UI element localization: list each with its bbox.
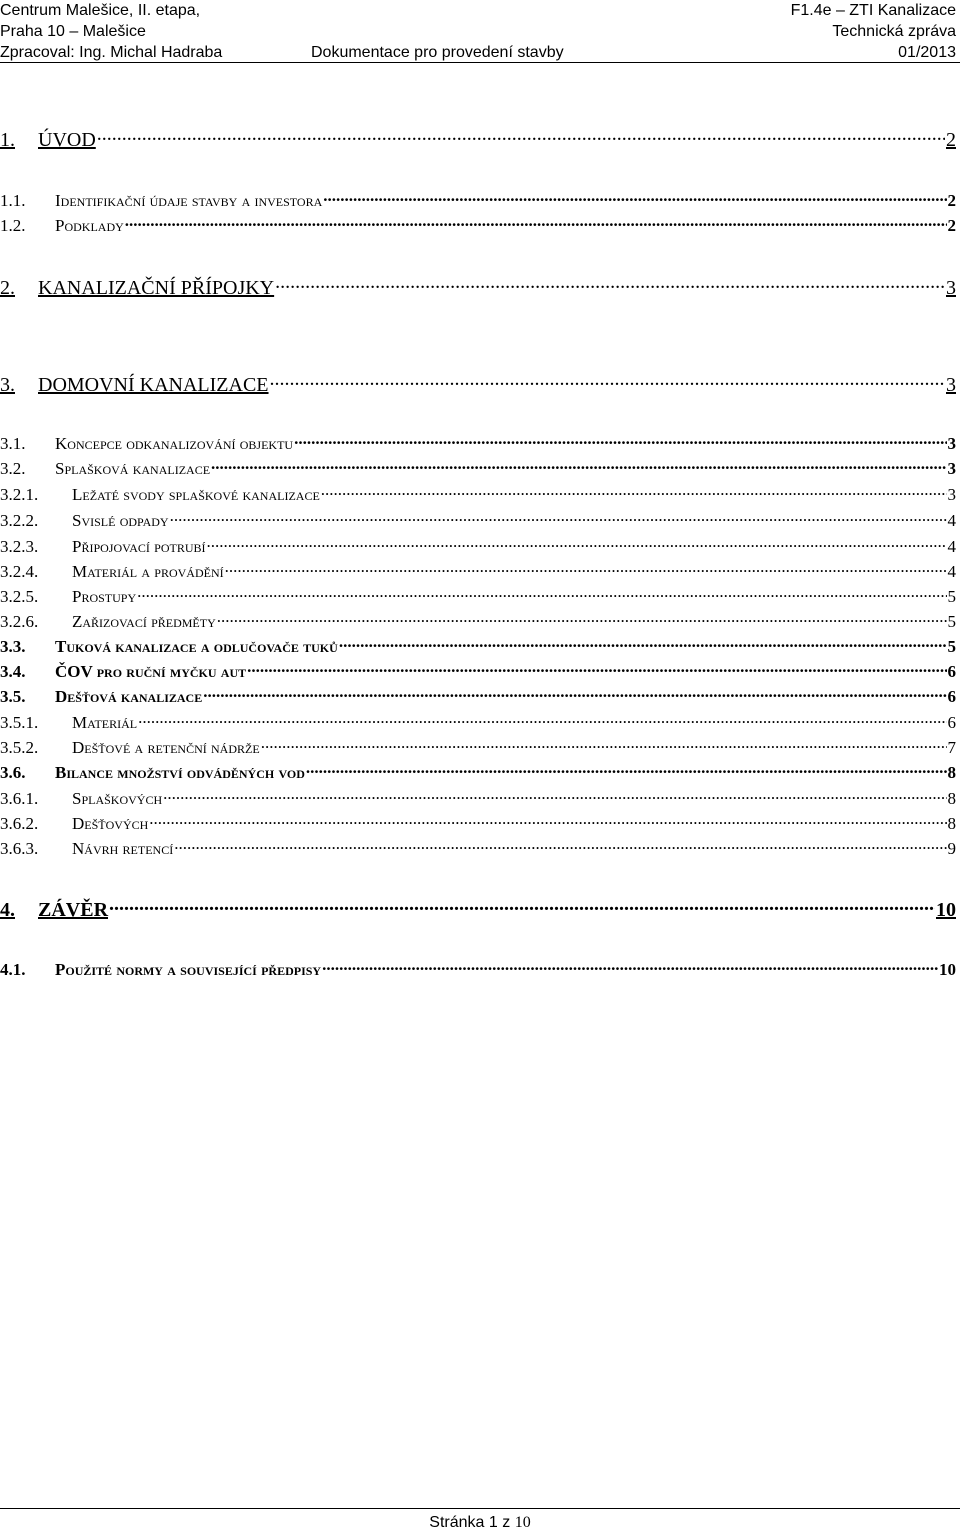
toc-number: 1.2. [0, 216, 26, 235]
toc-number: 3.2. [0, 459, 26, 478]
toc-leader [323, 189, 946, 206]
toc-leader [97, 126, 945, 146]
toc-number: 2. [0, 277, 15, 299]
toc-page: 3 [947, 459, 956, 478]
toc-number: 3.2.5. [0, 587, 39, 606]
toc-number: 3.5.1. [0, 713, 39, 732]
toc-title: Materiál a provádění [72, 562, 224, 581]
toc-number: 1. [0, 129, 15, 151]
toc-number: 3.2.4. [0, 562, 39, 581]
toc-page: 5 [947, 587, 956, 606]
toc-title: Bilance množství odváděných vod [55, 763, 305, 782]
toc-page: 4 [947, 511, 956, 530]
toc-leader [261, 736, 947, 753]
toc-entry[interactable] [0, 736, 956, 758]
toc-leader [321, 483, 947, 500]
toc-page: 3 [947, 485, 956, 504]
header-doc-code: F1.4e – ZTI Kanalizace [790, 2, 956, 19]
toc-number: 3.2.3. [0, 537, 39, 556]
header-location: Praha 10 – Malešice [0, 23, 146, 40]
toc-entry[interactable] [0, 560, 956, 582]
toc-title: Návrh retencí [72, 839, 174, 858]
toc-title: ČOV pro ruční myčku aut [55, 662, 247, 681]
toc-number: 3.1. [0, 434, 26, 453]
toc-title: Materiál [72, 713, 138, 732]
footer-divider [0, 1508, 960, 1509]
toc-page: 5 [947, 637, 956, 656]
toc-entry[interactable] [0, 274, 956, 300]
toc-title: KANALIZAČNÍ PŘÍPOJKY [38, 277, 275, 299]
toc-title: Svislé odpady [72, 511, 169, 530]
toc-entry[interactable] [0, 189, 956, 211]
toc-entry[interactable] [0, 787, 956, 809]
toc-leader [203, 685, 946, 702]
toc-number: 3.5. [0, 687, 26, 706]
toc-number: 4. [0, 899, 15, 921]
toc-entry[interactable] [0, 585, 956, 607]
toc-leader [149, 812, 946, 829]
toc-page: 2 [946, 129, 956, 151]
footer-page-total: 10 [514, 1514, 531, 1531]
page-header [0, 0, 960, 62]
footer-page-label: Stránka 1 z [429, 1514, 511, 1531]
toc-title: Splaškových [72, 789, 163, 808]
toc-page: 5 [947, 612, 956, 631]
toc-title: Identifikační údaje stavby a investora [55, 191, 323, 210]
toc-entry[interactable] [0, 685, 956, 707]
toc-title: ZÁVĚR [38, 899, 109, 921]
toc-title: Dešťových [72, 814, 149, 833]
header-date: 01/2013 [898, 44, 956, 61]
toc-number: 3.2.6. [0, 612, 39, 631]
page-footer [0, 1513, 960, 1533]
toc-leader [217, 610, 947, 627]
toc-title: Ležaté svody splaškové kanalizace [72, 485, 320, 504]
toc-leader [275, 274, 945, 294]
toc-page: 8 [947, 814, 956, 833]
toc-entry[interactable] [0, 509, 956, 531]
toc-entry[interactable] [0, 483, 956, 505]
toc-entry[interactable] [0, 761, 956, 783]
toc-entry[interactable] [0, 837, 956, 859]
toc-leader [339, 635, 947, 652]
toc-leader [247, 660, 946, 677]
toc-leader [163, 787, 946, 804]
toc-title: Dešťové a retenční nádrže [72, 738, 260, 757]
toc-page: 3 [947, 434, 956, 453]
toc-leader [125, 214, 947, 231]
toc-page: 10 [939, 960, 956, 979]
toc-entry[interactable] [0, 126, 956, 152]
toc-leader [322, 958, 938, 975]
header-middle [311, 42, 564, 63]
header-doc-name: Technická zpráva [832, 23, 956, 40]
toc-leader [270, 371, 945, 391]
toc-number: 3.6.2. [0, 814, 39, 833]
toc-number: 3.6. [0, 763, 26, 782]
toc-number: 3.2.1. [0, 485, 39, 504]
toc-page: 4 [947, 562, 956, 581]
header-doc-type: Dokumentace pro provedení stavby [311, 44, 564, 61]
toc-entry[interactable] [0, 535, 956, 557]
toc-entry[interactable] [0, 457, 956, 479]
toc-entry[interactable] [0, 660, 956, 682]
toc-page: 6 [947, 662, 956, 681]
toc-page: 6 [947, 687, 956, 706]
toc-leader [137, 585, 946, 602]
toc-entry[interactable] [0, 610, 956, 632]
toc-entry[interactable] [0, 371, 956, 397]
toc-page: 2 [947, 216, 956, 235]
header-project: Centrum Malešice, II. etapa, [0, 2, 201, 19]
toc-page: 10 [936, 899, 956, 921]
toc-page: 3 [946, 277, 956, 299]
toc-entry[interactable] [0, 896, 956, 922]
toc-title: ÚVOD [38, 129, 96, 151]
toc-number: 3.2.2. [0, 511, 39, 530]
toc-page: 3 [946, 374, 956, 396]
toc-leader [174, 837, 946, 854]
toc-page: 4 [947, 537, 956, 556]
toc-title: Použité normy a související předpisy [55, 960, 322, 979]
toc-title: Dešťová kanalizace [55, 687, 203, 706]
toc-number: 3. [0, 374, 15, 396]
toc-leader [170, 509, 947, 526]
toc-number: 3.3. [0, 637, 26, 656]
toc-number: 3.6.1. [0, 789, 39, 808]
toc-leader [211, 457, 946, 474]
toc-leader [225, 560, 947, 577]
toc-leader [294, 432, 946, 449]
header-divider [0, 62, 960, 63]
toc-leader [138, 711, 946, 728]
toc-number: 3.5.2. [0, 738, 39, 757]
toc-number: 4.1. [0, 960, 26, 979]
toc-entry[interactable] [0, 958, 956, 980]
toc-number: 1.1. [0, 191, 26, 210]
toc-title: Koncepce odkanalizování objektu [55, 434, 294, 453]
toc-title: Prostupy [72, 587, 137, 606]
toc-number: 3.4. [0, 662, 26, 681]
toc-title: Tuková kanalizace a odlučovače tuků [55, 637, 338, 656]
toc-page: 6 [947, 713, 956, 732]
header-right [791, 0, 956, 63]
toc-page: 7 [947, 738, 956, 757]
toc-title: Splašková kanalizace [55, 459, 211, 478]
header-author: Zpracoval: Ing. Michal Hadraba [0, 44, 223, 61]
toc-page: 8 [947, 789, 956, 808]
toc-page: 8 [947, 763, 956, 782]
toc-page: 2 [947, 191, 956, 210]
toc-title: Podklady [55, 216, 124, 235]
toc-page: 9 [947, 839, 956, 858]
toc-leader [109, 896, 935, 916]
toc-entry[interactable] [0, 635, 956, 657]
toc-entry[interactable] [0, 711, 956, 733]
toc-title: Připojovací potrubí [72, 537, 206, 556]
toc-entry[interactable] [0, 214, 956, 236]
toc-number: 3.6.3. [0, 839, 39, 858]
header-left [0, 0, 222, 63]
toc-leader [306, 761, 947, 778]
toc-title: DOMOVNÍ KANALIZACE [38, 374, 269, 396]
toc-entry[interactable] [0, 812, 956, 834]
toc-title: Zařizovací předměty [72, 612, 216, 631]
toc-entry[interactable] [0, 432, 956, 454]
toc-leader [207, 535, 947, 552]
